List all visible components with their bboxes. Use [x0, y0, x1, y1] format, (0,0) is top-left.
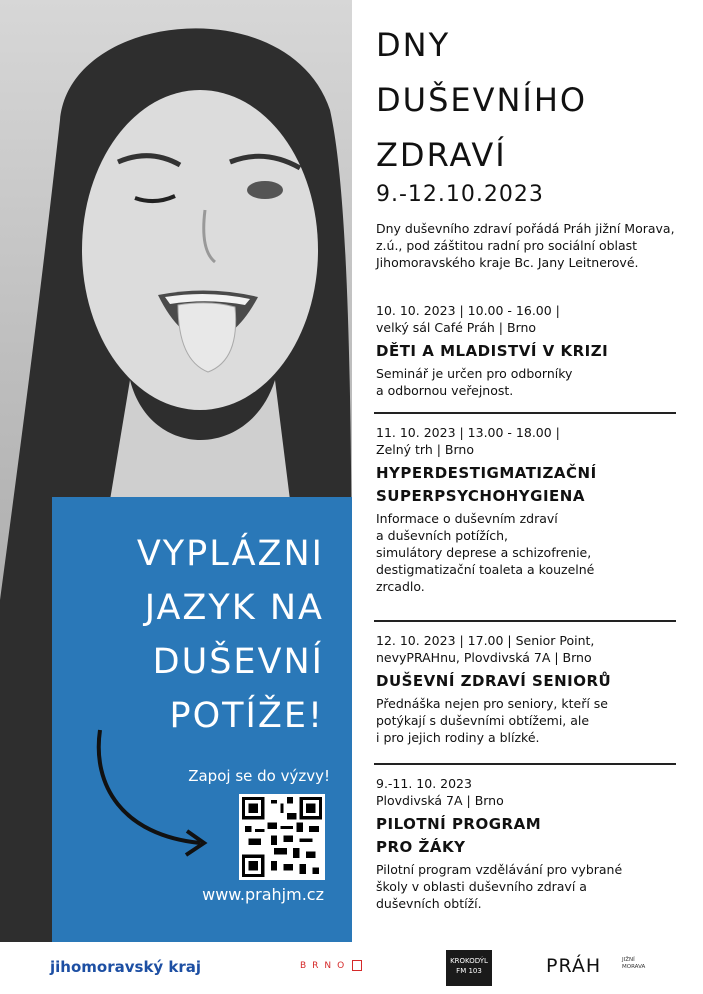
event-name-line: DĚTI A MLADISTVÍ V KRIZI: [376, 342, 609, 360]
event-name-line: DUŠEVNÍ ZDRAVÍ SENIORŮ: [376, 672, 612, 690]
prah-logo: PRÁH: [546, 955, 602, 977]
event-desc-line: a duševních potížích,: [376, 528, 509, 543]
event-meta-line: 12. 10. 2023 | 17.00 | Senior Point,: [376, 633, 595, 648]
event-desc: [376, 365, 696, 399]
slogan-panel: [52, 497, 352, 942]
event-meta: [376, 302, 696, 336]
event-desc-line: a odbornou veřejnost.: [376, 383, 514, 398]
divider: [374, 620, 676, 622]
event-name-line: PRO ŽÁKY: [376, 838, 466, 856]
event-name-line: SUPERPSYCHOHYGIENA: [376, 487, 585, 505]
brno-logo-text: BRNO: [300, 961, 351, 971]
qr-code[interactable]: [239, 794, 325, 880]
event-name-line: PILOTNÍ PROGRAM: [376, 815, 542, 833]
curved-arrow-icon: [92, 725, 212, 865]
qr-code-icon: [242, 797, 322, 877]
event-meta: [376, 632, 696, 666]
event-2: [376, 424, 696, 595]
intro-text: Dny duševního zdraví pořádá Práh jižní Morava, z.ú., pod záštitou radní pro sociální oblast Jihomoravského kraje Bc. Jany Leitnerové.: [376, 221, 675, 270]
event-meta-line: velký sál Café Práh | Brno: [376, 320, 537, 335]
title-line: DNY: [376, 26, 451, 64]
event-desc-line: zrcadlo.: [376, 579, 425, 594]
event-desc-line: simulátory deprese a schizofrenie,: [376, 545, 592, 560]
event-meta-line: 9.-11. 10. 2023: [376, 776, 472, 791]
slogan-line: JAZYK NA: [144, 588, 324, 628]
prah-sub-line: MORAVA: [622, 964, 646, 970]
brno-logo-box: [352, 960, 362, 971]
event-name: [376, 462, 696, 508]
divider: [374, 763, 676, 765]
event-meta-line: 11. 10. 2023 | 13.00 - 18.00 |: [376, 425, 560, 440]
prah-logo-sub: [622, 957, 645, 971]
slogan-line: POTÍŽE!: [169, 696, 324, 736]
event-4: [376, 775, 696, 912]
event-meta: [376, 775, 696, 809]
event-desc-line: destigmatizační toaleta a kouzelné: [376, 562, 595, 577]
slogan-line: VYPLÁZNI: [136, 534, 324, 574]
slogan-line: DUŠEVNÍ: [152, 642, 324, 682]
event-meta-line: nevyPRAHnu, Plovdivská 7A | Brno: [376, 650, 592, 665]
event-desc-line: i pro jejich rodiny a blízké.: [376, 730, 540, 745]
event-3: [376, 632, 696, 746]
page-title: [376, 18, 587, 183]
event-desc-line: školy v oblasti duševního zdraví a: [376, 879, 587, 894]
event-desc: [376, 861, 696, 912]
event-name: [376, 670, 696, 693]
event-meta: [376, 424, 696, 458]
event-meta-line: Plovdivská 7A | Brno: [376, 793, 504, 808]
event-desc-line: potýkají s duševními obtížemi, ale: [376, 713, 590, 728]
brno-logo: [300, 960, 362, 971]
event-desc-line: Přednáška nejen pro seniory, kteří se: [376, 696, 608, 711]
event-desc: [376, 695, 696, 746]
kraj-logo-part: moravský kraj: [81, 958, 202, 976]
title-line: DUŠEVNÍHO: [376, 81, 588, 119]
event-1: [376, 302, 696, 399]
event-desc-line: Seminář je určen pro odborníky: [376, 366, 573, 381]
slogan: [137, 527, 324, 743]
event-desc-line: Pilotní program vzdělávání pro vybrané: [376, 862, 623, 877]
event-meta-line: Zelný trh | Brno: [376, 442, 474, 457]
kraj-logo-part: jiho: [50, 958, 82, 976]
divider: [374, 412, 676, 414]
footer-logos: [0, 942, 703, 994]
event-name: [376, 813, 696, 859]
event-desc-line: Informace o duševním zdraví: [376, 511, 558, 526]
challenge-text: Zapoj se do výzvy!: [188, 767, 330, 785]
krokodyl-radio-logo: KROKODÝL FM 103: [446, 950, 492, 986]
event-name: [376, 340, 696, 363]
event-meta-line: 10. 10. 2023 | 10.00 - 16.00 |: [376, 303, 560, 318]
prah-sub-line: JIŽNÍ: [622, 957, 635, 963]
title-line: ZDRAVÍ: [376, 136, 507, 174]
event-name-line: HYPERDESTIGMATIZAČNÍ: [376, 464, 597, 482]
website-link[interactable]: www.prahjm.cz: [202, 885, 324, 904]
program-column: [352, 0, 703, 942]
jihomoravsky-kraj-logo: [50, 958, 201, 976]
event-desc-line: duševních obtíží.: [376, 896, 482, 911]
event-dates: 9.-12.10.2023: [376, 182, 544, 207]
event-desc: [376, 510, 696, 595]
